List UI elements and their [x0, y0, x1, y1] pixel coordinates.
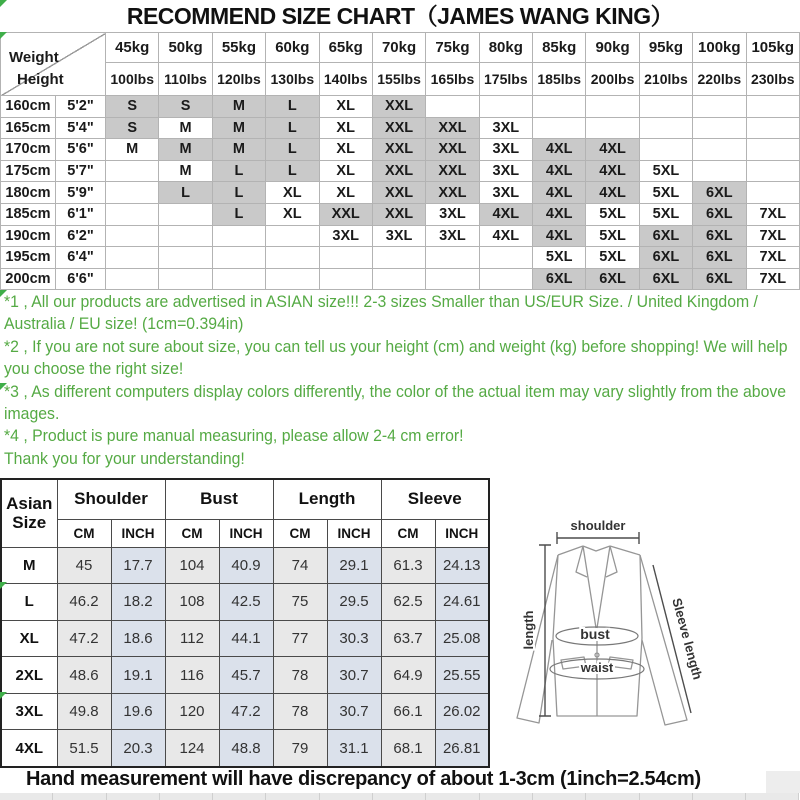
cm-value-cell: 46.2 — [57, 584, 111, 621]
grid-strip-cell — [266, 793, 319, 800]
size-cell — [746, 96, 800, 118]
size-cell: L — [266, 117, 319, 139]
size-cell — [426, 247, 479, 269]
lbs-header-cell: 200lbs — [586, 63, 639, 96]
size-cell: 7XL — [746, 203, 800, 225]
size-cell: M — [212, 96, 265, 118]
cm-value-cell: 66.1 — [381, 693, 435, 730]
size-cell — [586, 96, 639, 118]
lbs-header-cell: 120lbs — [212, 63, 265, 96]
grid-strip-cell — [0, 793, 53, 800]
size-cell: 3XL — [479, 117, 532, 139]
measurement-row — [1, 547, 489, 584]
cm-value-cell: 74 — [273, 547, 327, 584]
size-cell: XXL — [372, 203, 425, 225]
inch-value-cell: 42.5 — [219, 584, 273, 621]
cm-value-cell: 108 — [165, 584, 219, 621]
size-cell: 3XL — [426, 225, 479, 247]
green-corner-mark — [0, 582, 7, 589]
size-cell — [746, 139, 800, 161]
height-ft-cell: 5'7" — [56, 160, 106, 182]
grid-strip-cell — [53, 793, 106, 800]
cm-value-cell: 45 — [57, 547, 111, 584]
asian-size-cell: 2XL — [1, 657, 57, 694]
size-cell: 4XL — [533, 139, 586, 161]
height-ft-cell: 5'9" — [56, 182, 106, 204]
size-chart-table — [0, 32, 800, 290]
lbs-header-cell: 100lbs — [106, 63, 159, 96]
kg-header-cell: 90kg — [586, 33, 639, 63]
size-cell — [212, 268, 265, 290]
inch-value-cell: 29.1 — [327, 547, 381, 584]
asian-size-header: Asian Size — [1, 479, 57, 547]
size-cell: 6XL — [693, 268, 746, 290]
size-cell: S — [106, 117, 159, 139]
asian-size-cell: 3XL — [1, 693, 57, 730]
size-cell: XXL — [372, 139, 425, 161]
inch-value-cell: 20.3 — [111, 730, 165, 767]
hand-measurement-note: Hand measurement will have discrepancy of about 1-3cm (1inch=2.54cm) — [26, 768, 701, 790]
weight-height-corner-cell — [1, 33, 106, 96]
size-cell: 4XL — [533, 203, 586, 225]
size-cell: XXL — [319, 203, 372, 225]
size-cell — [372, 268, 425, 290]
size-cell: XXL — [372, 160, 425, 182]
height-cm-cell: 160cm — [1, 96, 56, 118]
size-cell: 4XL — [479, 203, 532, 225]
kg-header-row — [1, 33, 800, 63]
cm-value-cell: 78 — [273, 657, 327, 694]
size-cell: 3XL — [372, 225, 425, 247]
measurement-group-row — [1, 479, 489, 519]
size-cell: L — [212, 160, 265, 182]
size-cell: 7XL — [746, 268, 800, 290]
lbs-header-cell: 140lbs — [319, 63, 372, 96]
measurement-lines — [539, 532, 691, 716]
unit-header-row — [1, 519, 489, 547]
size-cell — [212, 247, 265, 269]
inch-value-cell: 26.81 — [435, 730, 489, 767]
height-row — [1, 117, 800, 139]
lbs-header-cell: 155lbs — [372, 63, 425, 96]
size-cell — [746, 182, 800, 204]
height-row — [1, 182, 800, 204]
height-cm-cell: 180cm — [1, 182, 56, 204]
green-corner-mark — [0, 0, 7, 7]
inch-value-cell: 19.6 — [111, 693, 165, 730]
size-cell: XL — [319, 160, 372, 182]
measurement-row — [1, 657, 489, 694]
height-cm-cell: 195cm — [1, 247, 56, 269]
kg-header-cell: 105kg — [746, 33, 800, 63]
size-cell: M — [159, 139, 212, 161]
kg-header-cell: 95kg — [639, 33, 692, 63]
size-cell: XXL — [426, 160, 479, 182]
size-cell: M — [212, 117, 265, 139]
lbs-header-cell: 165lbs — [426, 63, 479, 96]
cm-value-cell: 51.5 — [57, 730, 111, 767]
inch-value-cell: 25.55 — [435, 657, 489, 694]
size-cell: L — [266, 160, 319, 182]
size-cell: 3XL — [479, 160, 532, 182]
size-cell: XL — [319, 182, 372, 204]
measurement-row — [1, 584, 489, 621]
size-cell: 6XL — [639, 225, 692, 247]
kg-header-cell: 45kg — [106, 33, 159, 63]
jacket-measurement-diagram — [490, 470, 800, 770]
size-cell — [159, 268, 212, 290]
inch-value-cell: 26.02 — [435, 693, 489, 730]
height-cm-cell: 165cm — [1, 117, 56, 139]
size-cell: 4XL — [533, 225, 586, 247]
shoulder-line — [557, 532, 639, 544]
size-cell: L — [212, 203, 265, 225]
inch-value-cell: 45.7 — [219, 657, 273, 694]
size-cell — [479, 268, 532, 290]
inch-value-cell: 18.6 — [111, 620, 165, 657]
size-cell: 6XL — [639, 268, 692, 290]
asian-size-cell: XL — [1, 620, 57, 657]
lbs-header-cell: 230lbs — [746, 63, 800, 96]
inch-value-cell: 19.1 — [111, 657, 165, 694]
size-cell — [266, 268, 319, 290]
size-cell: 7XL — [746, 247, 800, 269]
lbs-header-cell: 130lbs — [266, 63, 319, 96]
grid-strip-cell — [213, 793, 266, 800]
size-cell — [159, 203, 212, 225]
cm-value-cell: 116 — [165, 657, 219, 694]
green-corner-mark — [0, 32, 7, 39]
shoulder-label: shoulder — [570, 518, 626, 533]
size-cell — [319, 247, 372, 269]
cm-value-cell: 47.2 — [57, 620, 111, 657]
inch-value-cell: 30.7 — [327, 693, 381, 730]
cm-header: CM — [273, 519, 327, 547]
cm-value-cell: 49.8 — [57, 693, 111, 730]
cm-value-cell: 68.1 — [381, 730, 435, 767]
height-ft-cell: 6'1" — [56, 203, 106, 225]
inch-value-cell: 17.7 — [111, 547, 165, 584]
cm-value-cell: 75 — [273, 584, 327, 621]
size-cell — [693, 139, 746, 161]
bottom-grid-strip — [0, 793, 800, 800]
cm-value-cell: 79 — [273, 730, 327, 767]
kg-header-cell: 65kg — [319, 33, 372, 63]
size-cell — [479, 96, 532, 118]
size-cell — [266, 247, 319, 269]
cm-value-cell: 112 — [165, 620, 219, 657]
inch-value-cell: 40.9 — [219, 547, 273, 584]
height-row — [1, 203, 800, 225]
cm-value-cell: 48.6 — [57, 657, 111, 694]
height-cm-cell: 190cm — [1, 225, 56, 247]
cm-value-cell: 77 — [273, 620, 327, 657]
size-cell — [426, 96, 479, 118]
bust-header: Bust — [165, 479, 273, 519]
size-cell — [639, 117, 692, 139]
size-cell: XXL — [372, 182, 425, 204]
size-cell: 5XL — [586, 247, 639, 269]
grid-strip-cell — [533, 793, 586, 800]
size-cell: 5XL — [639, 203, 692, 225]
corner-weight-label: Weight — [9, 49, 59, 66]
length-header: Length — [273, 479, 381, 519]
inch-value-cell: 24.13 — [435, 547, 489, 584]
asian-size-cell: L — [1, 584, 57, 621]
size-cell: 5XL — [639, 160, 692, 182]
height-cm-cell: 185cm — [1, 203, 56, 225]
kg-header-cell: 75kg — [426, 33, 479, 63]
kg-header-cell: 85kg — [533, 33, 586, 63]
size-cell: XXL — [372, 96, 425, 118]
inch-value-cell: 30.7 — [327, 657, 381, 694]
size-cell: 6XL — [693, 247, 746, 269]
size-cell — [372, 247, 425, 269]
grid-strip-cell — [160, 793, 213, 800]
size-cell: 6XL — [586, 268, 639, 290]
size-cell — [639, 139, 692, 161]
note-1: *1 , All our products are advertised in ASIAN size!!! 2-3 sizes Smaller than US/EUR Size. / United Kingdom / Australia / EU size! (1cm=0.394in) — [4, 292, 758, 334]
kg-header-cell: 60kg — [266, 33, 319, 63]
size-cell: M — [159, 160, 212, 182]
inch-header: INCH — [327, 519, 381, 547]
size-cell — [106, 160, 159, 182]
height-row — [1, 139, 800, 161]
height-cm-cell: 175cm — [1, 160, 56, 182]
size-cell — [639, 96, 692, 118]
asian-size-cell: 4XL — [1, 730, 57, 767]
height-cm-cell: 200cm — [1, 268, 56, 290]
kg-header-cell: 55kg — [212, 33, 265, 63]
size-cell — [533, 96, 586, 118]
size-cell — [106, 182, 159, 204]
lbs-header-row — [1, 63, 800, 96]
size-cell — [106, 268, 159, 290]
inch-value-cell: 48.8 — [219, 730, 273, 767]
inch-value-cell: 30.3 — [327, 620, 381, 657]
measurement-row — [1, 730, 489, 767]
collar — [558, 546, 640, 555]
inch-value-cell: 18.2 — [111, 584, 165, 621]
sleeve-header: Sleeve — [381, 479, 489, 519]
size-cell: 3XL — [319, 225, 372, 247]
size-cell: 4XL — [586, 182, 639, 204]
cm-header: CM — [165, 519, 219, 547]
size-cell: 4XL — [586, 160, 639, 182]
lbs-header-cell: 185lbs — [533, 63, 586, 96]
size-cell: 5XL — [639, 182, 692, 204]
size-cell: 4XL — [533, 160, 586, 182]
note-5: Thank you for your understanding! — [4, 448, 245, 468]
size-cell: 4XL — [533, 182, 586, 204]
size-cell: XL — [319, 96, 372, 118]
kg-header-cell: 100kg — [693, 33, 746, 63]
size-cell: M — [212, 139, 265, 161]
height-cm-cell: 170cm — [1, 139, 56, 161]
size-cell: S — [106, 96, 159, 118]
inch-value-cell: 29.5 — [327, 584, 381, 621]
size-cell: 4XL — [586, 139, 639, 161]
lbs-header-cell: 220lbs — [693, 63, 746, 96]
grid-strip-cell — [693, 793, 746, 800]
bust-label: bust — [580, 626, 610, 642]
size-cell: 6XL — [533, 268, 586, 290]
inch-value-cell: 24.61 — [435, 584, 489, 621]
sleeve-length-label: Sleeve length — [669, 596, 706, 682]
cm-value-cell: 62.5 — [381, 584, 435, 621]
size-cell — [533, 117, 586, 139]
size-cell — [693, 160, 746, 182]
grid-strip-cell — [320, 793, 373, 800]
notes-block — [4, 291, 800, 470]
size-cell: L — [212, 182, 265, 204]
size-cell — [479, 247, 532, 269]
cm-value-cell: 61.3 — [381, 547, 435, 584]
inch-value-cell: 31.1 — [327, 730, 381, 767]
cm-value-cell: 78 — [273, 693, 327, 730]
measurement-table — [0, 478, 490, 768]
size-cell: 6XL — [693, 225, 746, 247]
size-cell: L — [159, 182, 212, 204]
lbs-header-cell: 175lbs — [479, 63, 532, 96]
cm-value-cell: 124 — [165, 730, 219, 767]
size-cell — [212, 225, 265, 247]
lapels — [576, 546, 617, 628]
size-cell — [266, 225, 319, 247]
size-cell: M — [159, 117, 212, 139]
height-ft-cell: 6'4" — [56, 247, 106, 269]
size-cell: XL — [266, 203, 319, 225]
inch-header: INCH — [435, 519, 489, 547]
asian-size-cell: M — [1, 547, 57, 584]
height-ft-cell: 5'2" — [56, 96, 106, 118]
size-cell: M — [106, 139, 159, 161]
size-cell: 4XL — [479, 225, 532, 247]
size-cell — [746, 160, 800, 182]
height-row — [1, 247, 800, 269]
cm-value-cell: 104 — [165, 547, 219, 584]
inch-header: INCH — [219, 519, 273, 547]
kg-header-cell: 50kg — [159, 33, 212, 63]
shoulder-header: Shoulder — [57, 479, 165, 519]
grid-strip-cell — [373, 793, 426, 800]
note-3: *3 , As different computers display colors differently, the color of the actual item may vary slightly from the above images. — [4, 381, 787, 424]
grid-strip-cell — [746, 793, 799, 800]
grid-strip-cell — [480, 793, 533, 800]
size-cell — [586, 117, 639, 139]
height-ft-cell: 5'6" — [56, 139, 106, 161]
length-label: length — [521, 610, 536, 650]
kg-header-cell: 80kg — [479, 33, 532, 63]
cm-header: CM — [57, 519, 111, 547]
height-ft-cell: 6'2" — [56, 225, 106, 247]
grid-strip-cell — [426, 793, 479, 800]
size-cell: 6XL — [693, 182, 746, 204]
inch-header: INCH — [111, 519, 165, 547]
size-cell: L — [266, 96, 319, 118]
size-cell: 3XL — [479, 139, 532, 161]
green-corner-mark — [0, 290, 7, 297]
size-cell: 5XL — [586, 225, 639, 247]
green-corner-mark — [0, 383, 7, 390]
corner-height-label: Height — [17, 71, 64, 88]
length-line — [539, 545, 551, 716]
size-cell — [159, 225, 212, 247]
kg-header-cell: 70kg — [372, 33, 425, 63]
size-cell — [693, 96, 746, 118]
grid-strip-cell — [586, 793, 639, 800]
height-ft-cell: 5'4" — [56, 117, 106, 139]
inch-value-cell: 25.08 — [435, 620, 489, 657]
size-cell: XL — [319, 139, 372, 161]
cm-value-cell: 64.9 — [381, 657, 435, 694]
grid-strip-cell — [640, 793, 693, 800]
size-cell: 6XL — [639, 247, 692, 269]
size-cell: XXL — [426, 139, 479, 161]
size-cell: 6XL — [693, 203, 746, 225]
inch-value-cell: 44.1 — [219, 620, 273, 657]
cm-header: CM — [381, 519, 435, 547]
size-cell — [106, 203, 159, 225]
grid-strip-cell — [107, 793, 160, 800]
size-cell — [693, 117, 746, 139]
size-cell — [746, 117, 800, 139]
size-cell: XXL — [426, 182, 479, 204]
height-row — [1, 268, 800, 290]
green-corner-mark — [0, 692, 7, 699]
size-cell: XL — [319, 117, 372, 139]
size-cell: 5XL — [586, 203, 639, 225]
height-row — [1, 96, 800, 118]
measurement-row — [1, 620, 489, 657]
size-cell — [159, 247, 212, 269]
size-cell: 3XL — [426, 203, 479, 225]
size-cell: XXL — [426, 117, 479, 139]
size-cell: XXL — [372, 117, 425, 139]
page-title: RECOMMEND SIZE CHART（JAMES WANG KING） — [126, 3, 674, 29]
size-cell: S — [159, 96, 212, 118]
cm-value-cell: 63.7 — [381, 620, 435, 657]
lbs-header-cell: 110lbs — [159, 63, 212, 96]
height-row — [1, 225, 800, 247]
inch-value-cell: 47.2 — [219, 693, 273, 730]
size-cell — [426, 268, 479, 290]
size-cell — [106, 247, 159, 269]
note-4: *4 , Product is pure manual measuring, please allow 2-4 cm error! — [4, 426, 464, 446]
waist-label: waist — [580, 660, 614, 675]
size-cell: 5XL — [533, 247, 586, 269]
size-cell — [106, 225, 159, 247]
lbs-header-cell: 210lbs — [639, 63, 692, 96]
height-ft-cell: 6'6" — [56, 268, 106, 290]
cm-value-cell: 120 — [165, 693, 219, 730]
size-cell: 3XL — [479, 182, 532, 204]
size-cell — [319, 268, 372, 290]
gray-artifact — [766, 771, 800, 793]
size-cell: 7XL — [746, 225, 800, 247]
measurement-row — [1, 693, 489, 730]
height-row — [1, 160, 800, 182]
size-cell: XL — [266, 182, 319, 204]
note-2: *2 , If you are not sure about size, you can tell us your height (cm) and weight (kg) before shopping! We will help you choose the right size! — [4, 336, 788, 379]
size-cell: L — [266, 139, 319, 161]
